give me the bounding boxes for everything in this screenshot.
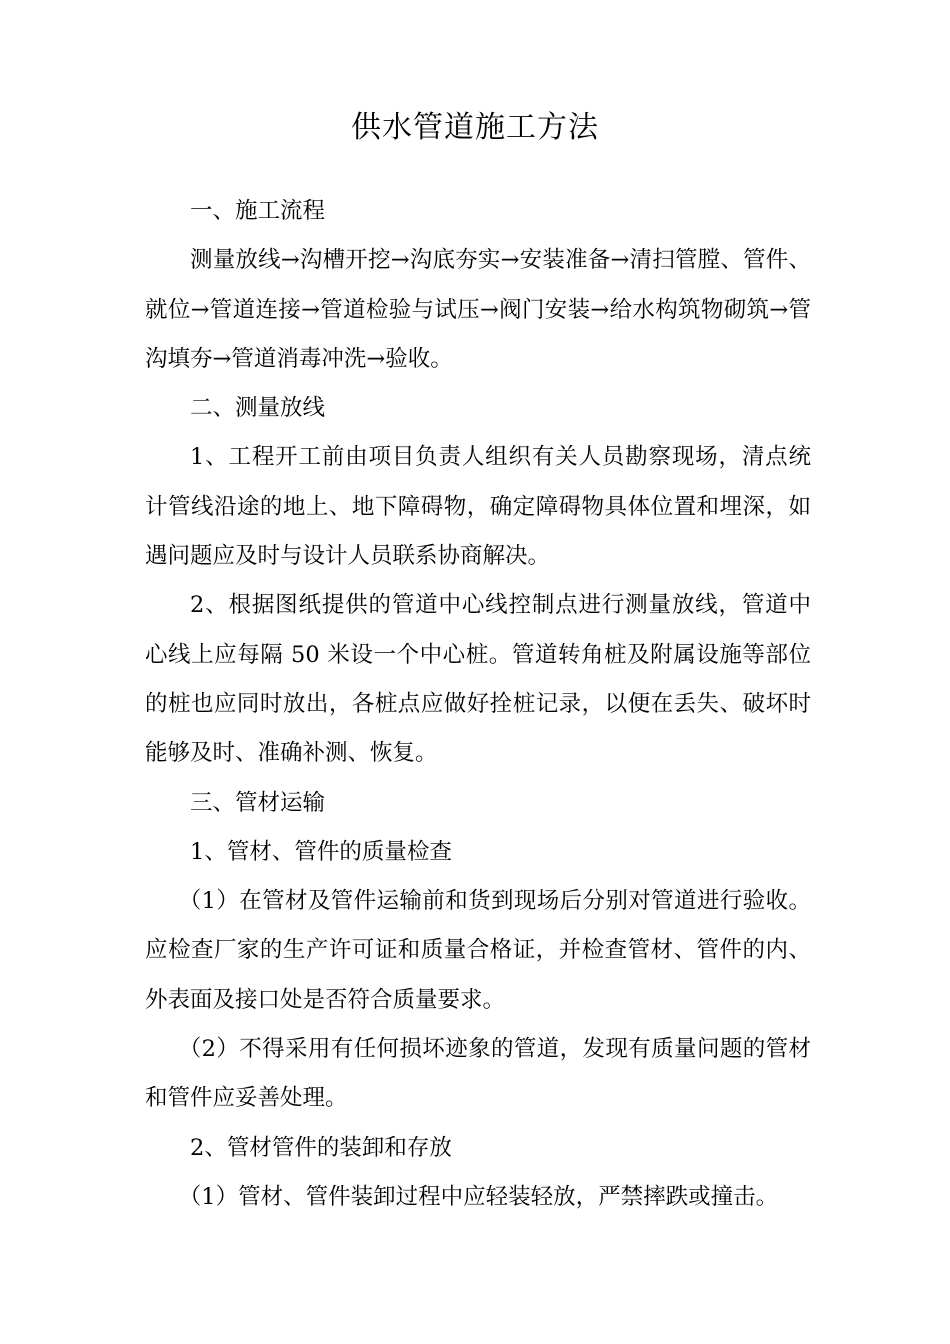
paragraph-survey-item-2: 2、根据图纸提供的管道中心线控制点进行测量放线，管道中心线上应每隔 50 米设一个中心桩。管道转角桩及附属设施等部位的桩也应同时放出，各桩点应做好拴桩记录，以便在丢失、破坏时能够及时、准确补测、恢复。: [145, 592, 811, 767]
paragraph-survey-item-1: 1、工程开工前由项目负责人组织有关人员勘察现场，清点统计管线沿途的地上、地下障碍物，确定障碍物具体位置和埋深，如遇问题应及时与设计人员联系协商解决。: [145, 444, 811, 570]
paragraph-loading-item-1: （1）管材、管件装卸过程中应轻装轻放，严禁摔跌或撞击。: [178, 1183, 779, 1210]
document-body: [145, 187, 811, 1222]
paragraph-inspection-item-1: （1）在管材及管件运输前和货到现场后分别对管道进行验收。应检查厂家的生产许可证和质量合格证，并检查管材、管件的内、外表面及接口处是否符合质量要求。: [145, 888, 811, 1013]
section-heading-survey-layout: 二、测量放线: [190, 395, 326, 422]
paragraph-inspection-item-2: （2）不得采用有任何损坏迹象的管道，发现有质量问题的管材和管件应妥善处理。: [145, 1036, 811, 1112]
document-title: 供水管道施工方法: [351, 110, 599, 145]
subheading-quality-inspection: 1、管材、管件的质量检查: [190, 838, 452, 865]
subheading-loading-storage: 2、管材管件的装卸和存放: [190, 1134, 452, 1161]
section-heading-construction-flow: 一、施工流程: [190, 198, 326, 224]
paragraph-construction-flow: 测量放线→沟槽开挖→沟底夯实→安装准备→清扫管膛、管件、就位→管道连接→管道检验与试压→阀门安装→给水构筑物砌筑→管沟填夯→管道消毒冲洗→验收。: [145, 247, 811, 372]
section-heading-pipe-transport: 三、管材运输: [190, 789, 326, 816]
